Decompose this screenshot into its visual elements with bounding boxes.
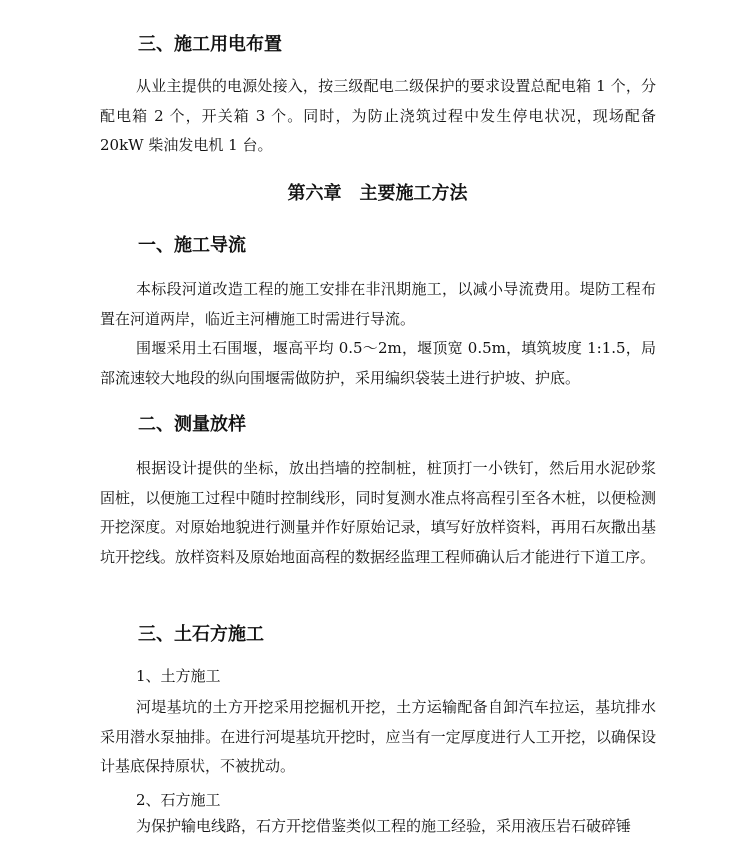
subheading-rock: 2、石方施工 bbox=[136, 791, 221, 809]
paragraph-diversion-2: 围堰采用土石围堰，堰高平均 0.5～2m，堰顶宽 0.5m，填筑坡度 1:1.5，局部流速较大地段的纵向围堰需做防护，采用编织袋装土进行护坡、护底。 bbox=[100, 339, 656, 387]
section-heading-diversion: 一、施工导流 bbox=[138, 235, 246, 256]
section-heading-power: 三、施工用电布置 bbox=[138, 34, 282, 55]
section-heading-survey: 二、测量放样 bbox=[138, 414, 246, 435]
subheading-earth: 1、土方施工 bbox=[136, 667, 221, 685]
paragraph-earth: 河堤基坑的土方开挖采用挖掘机开挖，土方运输配备自卸汽车拉运，基坑排水采用潜水泵抽排。在进行河堤基坑开挖时，应当有一定厚度进行人工开挖，以确保设计基底保持原状，不被扰动。 bbox=[100, 698, 656, 775]
paragraph-survey: 根据设计提供的坐标，放出挡墙的控制桩，桩顶打一小铁钉，然后用水泥砂浆固桩，以便施工过程中随时控制线形，同时复测水准点将高程引至各木桩，以便检测开挖深度。对原始地貌进行测量并作好原始记录，填写好放样资料，再用石灰撒出基坑开挖线。放样资料及原始地面高程的数据经监理工程师确认后才能进行下道工序。 bbox=[100, 459, 656, 566]
paragraph-rock: 为保护输电线路，石方开挖借鉴类似工程的施工经验，采用液压岩石破碎锤 bbox=[136, 817, 632, 835]
paragraph-power: 从业主提供的电源处接入，按三级配电二级保护的要求设置总配电箱 1 个，分配电箱 2 个，开关箱 3 个。同时，为防止浇筑过程中发生停电状况，现场配备 20kW 柴油发电机 1 台。 bbox=[100, 77, 656, 154]
chapter-title: 第六章 主要施工方法 bbox=[287, 183, 468, 204]
paragraph-diversion-1: 本标段河道改造工程的施工安排在非汛期施工，以减小导流费用。堤防工程布置在河道两岸，临近主河槽施工时需进行导流。 bbox=[100, 280, 656, 328]
section-heading-earthwork: 三、土石方施工 bbox=[138, 624, 264, 645]
